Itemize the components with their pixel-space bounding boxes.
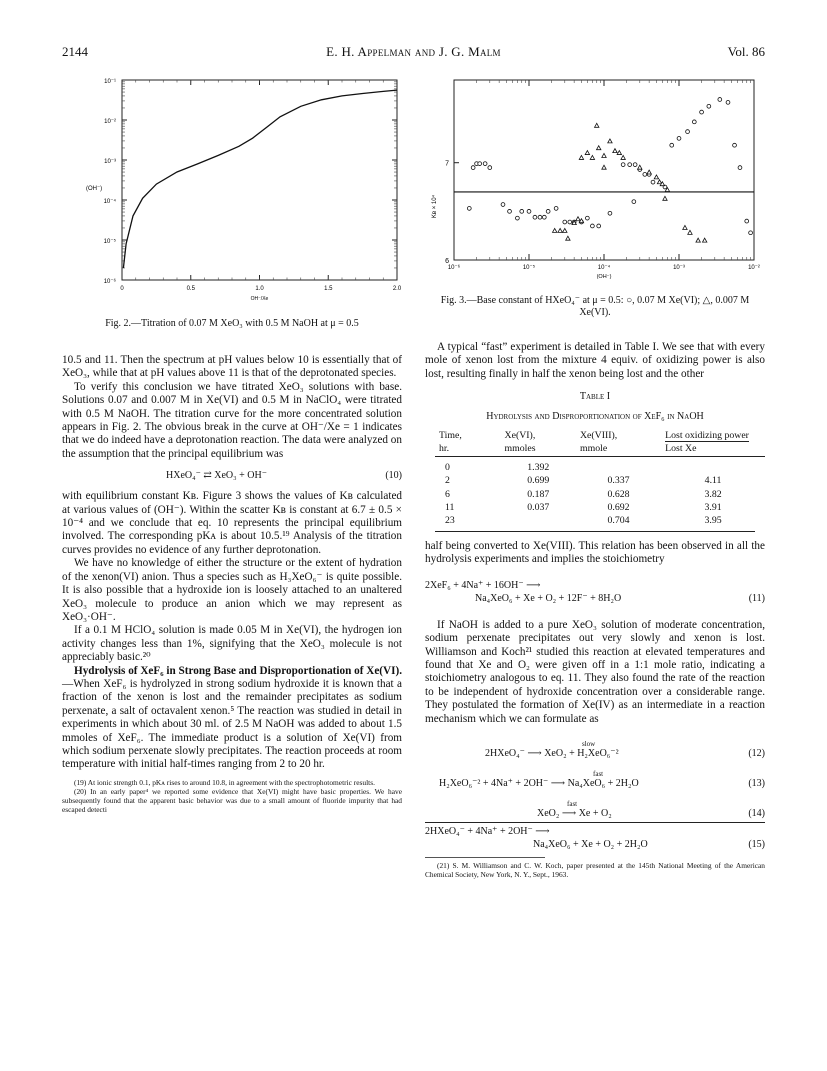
equation-10 (62, 469, 402, 482)
data-point-triangle (688, 230, 692, 234)
footnote-19: (19) At ionic strength 0.1, pKᴀ rises to around 10.8, in agreement with the spectrophotometric results. (74, 777, 375, 787)
data-point-circle (633, 163, 637, 167)
paragraph: A typical “fast” experiment is detailed in Table I. We see that with every mole of xenon lost from the mixture 4 equiv. of oxidizing power is also lost, resulting finally in half the xenon being lost and the other (425, 341, 765, 380)
table-label: Table I (579, 391, 611, 403)
equation-number: (15) (748, 838, 765, 850)
paragraph: To verify this conclusion we have titrated XeO₃ solutions with base. Solutions 0.07 and 0.007 M in Xe(VI) and 0.5 M in NaClO₄ were titrated with 0.5 M NaOH. The titration curve for the more concentrated solution appears in Fig. 2. The obvious break in the curve at OH⁻/Xe = 1 indicates that we do indeed have a deprotonation reaction. The data were analyzed on the assumption that the principal equilibrium was (62, 380, 402, 460)
data-point-triangle (576, 217, 580, 221)
table-1 (435, 429, 765, 528)
data-point-circle (733, 143, 737, 147)
table-row (435, 461, 765, 474)
y-axis-label: Kʙ × 10⁴ (432, 194, 438, 219)
paragraph (62, 665, 402, 772)
data-point-circle (700, 110, 704, 114)
table-cell: 0.692 (607, 502, 630, 514)
equation-14 (425, 798, 765, 820)
data-point-circle (590, 224, 594, 228)
data-point-circle (726, 100, 730, 104)
sum-rule (425, 822, 765, 823)
x-tick-label: 10⁻⁴ (597, 265, 611, 271)
data-point-circle (670, 143, 674, 147)
table-cell: 0.037 (527, 502, 550, 514)
y-tick-label: 7 (445, 160, 449, 168)
data-point-triangle (585, 151, 589, 155)
data-point-circle (692, 120, 696, 124)
data-point-circle (749, 231, 753, 235)
data-point-circle (677, 136, 681, 140)
data-point-circle (568, 220, 572, 224)
data-point-triangle (683, 225, 687, 229)
table-cell: 0.699 (527, 475, 550, 487)
table-cell: 0.187 (527, 488, 550, 500)
data-point-circle (527, 209, 531, 213)
x-tick-label: 10⁻² (748, 265, 760, 271)
table-cell: 3.82 (704, 488, 722, 500)
data-point-circle (585, 216, 589, 220)
equation-number: (10) (385, 470, 402, 482)
equation-text: XeO₂ ⟶ Xe + O₂ (537, 807, 612, 819)
equation-number: (13) (748, 777, 765, 789)
section-text: —When XeF₆ is hydrolyzed in strong sodium hydroxide it is known that a fraction of the xenon is lost and the remainder precipitates as sodium perxenate, a salt of octavalent xenon.⁵ The reaction was studied in detail in experiments in which about 30 ml. of 2.5 M NaOH was added to about 1.5 mmoles of XeF₆. The immediate product is a solution of Xe(VI) from which sodium perxenate slowly precipitates. The reaction proceeds at room temperature with initial half-times ranging from 2 to 20 hr. (62, 677, 402, 771)
paragraph: If NaOH is added to a pure XeO₃ solution of moderate concentration, sodium perxenate precipitates out very slowly and xenon is lost. Williamson and Koch²¹ studied this reaction at elevated temperatures and found that Xe and O₂ were given off in a 1:1 mole ratio, indicating a stoichiometry analogous to eq. 11. They also found the rate of the reaction to be independent of hydroxide concentration over a considerable range. They postulated the formation of Xe(IV) as an intermediate in a reaction mechanism which we can formulate as (425, 618, 765, 725)
table-cell: 4.11 (704, 475, 722, 487)
data-point-triangle (602, 153, 606, 157)
y-tick-label: 10⁻⁵ (103, 239, 116, 245)
x-axis-label: (OH⁻) (596, 274, 612, 280)
data-point-circle (554, 207, 558, 211)
x-tick-label: 10⁻⁵ (522, 265, 536, 271)
data-point-circle (478, 162, 482, 166)
data-point-triangle (597, 146, 601, 150)
table-title: Hydrolysis and Disproportionation of XeF₆ in NaOH (486, 410, 704, 422)
data-point-triangle (696, 238, 700, 242)
equation-text: Na₄XeO₆ + Xe + O₂ + 12F⁻ + 8H₂O (475, 592, 622, 604)
data-point-triangle (617, 151, 621, 155)
data-point-circle (632, 200, 636, 204)
y-tick-label: 10⁻¹ (104, 79, 116, 85)
data-point-triangle (595, 123, 599, 127)
data-point-circle (597, 224, 601, 228)
figure-2-titration-chart (72, 70, 412, 310)
table-cell: 0 (445, 461, 450, 473)
figure-2-caption: Fig. 2.—Titration of 0.07 M XeO₃ with 0.5 M NaOH at μ = 0.5 (105, 318, 359, 329)
data-point-triangle (563, 228, 567, 232)
y-tick-label: 10⁻² (104, 119, 116, 125)
equation-text: 2HXeO₄⁻ + 4Na⁺ + 2OH⁻ ⟶ (425, 825, 550, 837)
data-point-circle (621, 163, 625, 167)
equation-15 (425, 825, 765, 851)
equation-13 (425, 768, 765, 792)
x-axis-label: OH⁻/Xe (250, 296, 269, 302)
data-point-circle (542, 215, 546, 219)
table-cell (661, 461, 765, 474)
table-cell: 11 (445, 502, 455, 514)
data-point-circle (533, 215, 537, 219)
table-cell (576, 461, 661, 474)
table-cell: 3.91 (704, 502, 722, 514)
x-tick-label: 1.0 (255, 286, 264, 292)
table-cell (501, 514, 576, 527)
data-point-triangle (621, 155, 625, 159)
table-cell: 6 (445, 488, 450, 500)
data-point-circle (488, 166, 492, 170)
titration-curve (123, 90, 397, 268)
data-point-triangle (657, 180, 661, 184)
figure-3-scatter-chart (420, 72, 765, 292)
data-point-triangle (663, 196, 667, 200)
data-point-triangle (608, 139, 612, 143)
section-heading: Hydrolysis of XeF₆ in Strong Base and Disproportionation of Xe(VI). (74, 664, 402, 677)
table-cell: 3.95 (704, 515, 722, 527)
footnote-rule (425, 857, 545, 858)
equation-number: (14) (748, 807, 765, 819)
equation-11 (425, 579, 765, 605)
table-cell: 0.704 (607, 515, 630, 527)
footnote-20: (20) In an early paper⁴ we reported some evidence that Xe(VI) might have basic properties. We have subsequently found that the apparent basic behavior was due to a small amount of fluoride impurity that had escaped detecti (62, 786, 402, 814)
table-cell: 1.392 (527, 461, 550, 473)
equation-text: 2XeF₆ + 4Na⁺ + 16OH⁻ ⟶ (425, 579, 541, 591)
paragraph: 10.5 and 11. Then the spectrum at pH values below 10 is essentially that of XeO₃, while that at pH values above 11 is that of the deprotonated species. (62, 354, 402, 380)
data-point-circle (643, 172, 647, 176)
equation-number: (12) (748, 747, 765, 759)
data-point-triangle (638, 165, 642, 169)
x-tick-label: 10⁻³ (673, 265, 685, 271)
data-point-circle (467, 207, 471, 211)
data-point-circle (563, 220, 567, 224)
data-point-triangle (579, 155, 583, 159)
data-point-circle (718, 98, 722, 102)
page-number: 2144 (62, 44, 88, 59)
data-point-circle (738, 166, 742, 170)
equation-12 (425, 738, 765, 762)
volume-label: Vol. 86 (727, 44, 765, 59)
x-tick-label: 0 (120, 286, 124, 292)
data-point-circle (515, 216, 519, 220)
table-row (435, 474, 765, 487)
data-point-circle (483, 162, 487, 166)
equation-number: (11) (748, 592, 765, 604)
y-tick-label: 10⁻³ (104, 159, 116, 165)
data-point-triangle (602, 165, 606, 169)
equation-text: HXeO₄⁻ ⇄ XeO₃ + OH⁻ (166, 470, 267, 482)
paragraph: If a 0.1 M HClO₄ solution is made 0.05 M in Xe(VI), the hydrogen ion activity changes less than 1%, signifying that the XeO₃ molecule is not appreciably basic.²⁰ (62, 624, 402, 664)
equation-text: H₂XeO₆⁻² + 4Na⁺ + 2OH⁻ ⟶ Na₄XeO₆ + 2H₂O (439, 777, 639, 789)
data-point-triangle (613, 149, 617, 153)
table-row (435, 488, 765, 501)
y-axis-label: (OH⁻) (86, 185, 103, 192)
data-point-triangle (654, 175, 658, 179)
y-tick-label: 6 (445, 258, 449, 265)
table-cell: 0.628 (607, 488, 630, 500)
header-ratio: Lost oxidizing power Lost Xe (665, 430, 749, 455)
paragraph: half being converted to Xe(VIII). This relation has been observed in all the hydrolysis experiments and implies the stoichiometry (425, 539, 765, 566)
data-point-circle (707, 104, 711, 108)
left-column (62, 354, 402, 814)
data-point-triangle (558, 228, 562, 232)
table-row (435, 514, 765, 527)
arrow-label: fast (593, 769, 604, 778)
x-tick-label: 10⁻⁶ (447, 265, 461, 271)
data-point-circle (520, 209, 524, 213)
data-point-circle (608, 211, 612, 215)
data-point-triangle (566, 236, 570, 240)
header-xe8: Xe(VIII), mmole (579, 430, 618, 455)
data-point-circle (471, 166, 475, 170)
data-point-circle (628, 163, 632, 167)
data-point-circle (508, 209, 512, 213)
data-point-circle (745, 219, 749, 223)
x-tick-label: 2.0 (392, 286, 402, 292)
figure-3-caption: Fig. 3.—Base constant of HXeO₄⁻ at μ = 0.5: ○, 0.07 M Xe(VI); △, 0.007 M Xe(VI). (440, 295, 750, 318)
y-tick-label: 10⁻⁴ (103, 199, 116, 205)
paragraph: We have no knowledge of either the structure or the extent of hydration of the xenon(VI) anion. Thus a species such as H₃XeO₆⁻ is quite possible. It is also possible that a hydroxide ion is loosely attached to an unaltered XeO₃ molecule to produce an anion which we may represent as XeO₃·OH⁻. (62, 557, 402, 623)
data-point-circle (686, 130, 690, 134)
data-point-triangle (552, 228, 556, 232)
table-cell: 23 (445, 515, 455, 527)
equation-text: 2HXeO₄⁻ ⟶ XeO₂ + H₂XeO₆⁻² (485, 747, 619, 759)
table-cell: 2 (445, 475, 450, 487)
data-point-circle (501, 203, 505, 207)
data-point-triangle (579, 219, 583, 223)
running-head-authors: E. H. Appelman and J. G. Malm (326, 44, 501, 59)
data-point-circle (546, 209, 550, 213)
data-point-circle (538, 215, 542, 219)
table-header-row (435, 429, 765, 456)
data-point-circle (651, 180, 655, 184)
paragraph: with equilibrium constant Kʙ. Figure 3 shows the values of Kʙ calculated at various values of (OH⁻). Within the scatter Kʙ is constant at 6.7 ± 0.5 × 10⁻⁴ and we conclude that eq. 10 represents the principal equilibrium involved. The corresponding pKᴀ is about 10.5.¹⁹ Analysis of the titration curves provides no evidence of any further deprotonation. (62, 490, 402, 556)
header-xe6: Xe(VI), mmoles (504, 430, 536, 455)
data-point-triangle (590, 155, 594, 159)
table-cell: 0.337 (607, 475, 630, 487)
data-point-triangle (702, 238, 706, 242)
arrow-label: slow (582, 739, 596, 748)
arrow-label: fast (567, 799, 578, 808)
x-tick-label: 1.5 (324, 286, 333, 292)
y-tick-label: 10⁻⁶ (103, 279, 116, 285)
table-row (435, 501, 765, 514)
header-time: Time, hr. (439, 430, 462, 455)
equation-text: Na₄XeO₆ + Xe + O₂ + 2H₂O (533, 838, 648, 850)
data-point-triangle (647, 170, 651, 174)
right-column (425, 341, 765, 879)
x-tick-label: 0.5 (186, 286, 195, 292)
footnote-21: (21) S. M. Williamson and C. W. Koch, paper presented at the 145th National Meeting of the American Chemical Society, New York, N. Y., Sept., 1963. (425, 860, 765, 879)
